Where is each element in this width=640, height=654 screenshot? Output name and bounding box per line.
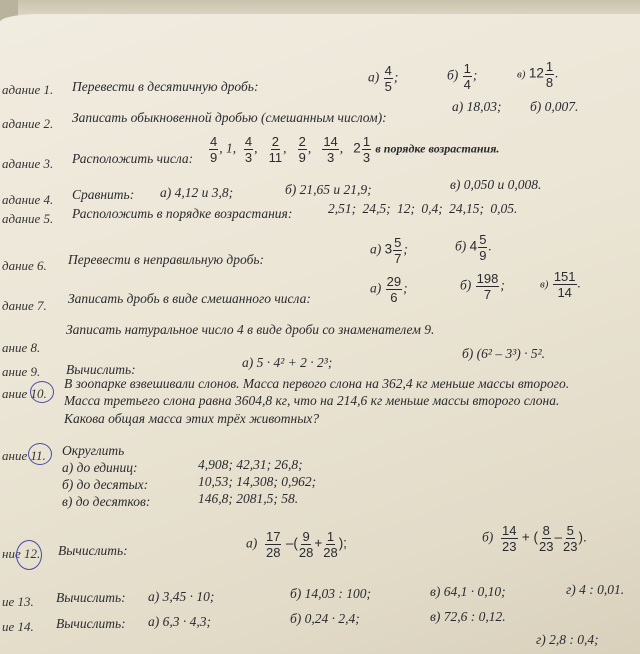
task-1-item-c: в) 12 $\frac{1}{8}$ . (517, 59, 559, 90)
task-11-row-b-values: 10,53; 14,308; 0,962; (198, 474, 317, 489)
task-5-values: 2,51; 24,5; 12; 0,4; 24,15; 0,05. (328, 201, 518, 216)
task-7-item-a: а) $\frac{29}{6}$ ; (370, 274, 408, 305)
task-14-item-c: в) 72,6 : 0,12. (430, 609, 506, 624)
task-13-item-b: б) 14,03 : 100; (290, 586, 372, 601)
task-4-label: адание 4. (2, 192, 54, 207)
task-11-row-a-values: 4,908; 42,31; 26,8; (198, 457, 303, 472)
task-2-text: Записать обыкновенной дробью (смешанным числом): (72, 110, 387, 125)
task-4-text: Сравнить: (72, 187, 135, 202)
handwritten-circle-11 (28, 443, 52, 465)
task-14-item-a: а) 6,3 · 4,3; (148, 614, 211, 629)
task-10-label: ание 10. (2, 386, 47, 401)
task-12-item-a: а) $\frac{17}{28}$ –( $\frac{9}{28}$ + $\frac{1}{28}$ ); (246, 529, 347, 560)
task-1-text: Перевести в десятичную дробь: (72, 79, 259, 94)
task-11-row-c-values: 146,8; 2081,5; 58. (198, 491, 299, 506)
task-12-label: ние 12. (2, 546, 41, 561)
task-2-item-a: а) 18,03; (452, 99, 502, 114)
task-9-item-a: а) 5 · 4² + 2 · 2³; (242, 355, 333, 370)
task-11-row-a-label: а) до единиц: (62, 460, 138, 475)
task-9-label: ание 9. (2, 364, 41, 379)
task-6-item-a: а) 3 $\frac{5}{7}$ ; (370, 235, 408, 266)
task-8-label: ание 8. (2, 340, 41, 355)
task-13-item-a: а) 3,45 · 10; (148, 589, 215, 604)
cut-off-bottom-text: г) 2,8 : 0,4; (536, 632, 599, 647)
task-6-label: дание 6. (2, 258, 47, 273)
task-2-item-b: б) 0,007. (530, 99, 579, 114)
task-6-item-b: б) 4 $\frac{5}{9}$ . (455, 232, 492, 263)
task-4-item-b: б) 21,65 и 21,9; (285, 182, 372, 197)
task-13-text: Вычислить: (56, 590, 126, 605)
task-1-item-b: б) $\frac{1}{4}$ ; (447, 61, 478, 92)
task-4-item-c: в) 0,050 и 0,008. (450, 177, 542, 192)
task-12-text: Вычислить: (58, 543, 128, 558)
task-13-item-d: г) 4 : 0,01. (566, 582, 625, 597)
task-11-text: Округлить (62, 443, 125, 458)
task-9-text: Вычислить: (66, 362, 136, 377)
task-7-item-b: б) $\frac{198}{7}$ ; (460, 271, 505, 302)
task-3-text: Расположить числа: (72, 151, 194, 166)
task-10-line-1: В зоопарке взвешивали слонов. Масса первого слона на 362,4 кг меньше массы второго. (64, 376, 570, 391)
task-9-item-b: б) (6² – 3³) · 5². (462, 346, 546, 361)
task-3-label: адание 3. (2, 156, 54, 171)
task-3-numbers: $\frac{4}{9}$ , 1, $\frac{4}{3}$ , $\frac{2}{11}$ , $\frac{2}{9}$ , $\frac{14}{3}$ , 2 $\frac{1}{3}$ в порядке возрастания. (210, 134, 500, 165)
task-1-item-a: а) $\frac{4}{5}$ ; (368, 63, 399, 94)
task-14-item-b: б) 0,24 · 2,4; (290, 611, 360, 626)
task-7-item-c: в) $\frac{151}{14}$ . (540, 269, 581, 300)
task-1-label: адание 1. (2, 82, 54, 97)
task-8-text: Записать натуральное число 4 в виде дроби со знаменателем 9. (66, 322, 435, 337)
task-13-item-c: в) 64,1 · 0,10; (430, 584, 506, 599)
task-5-label: адание 5. (2, 211, 54, 226)
task-11-row-b-label: б) до десятых: (62, 477, 149, 492)
task-12-item-b: б) $\frac{14}{23}$ + ( $\frac{8}{23}$ – $\frac{5}{23}$ ). (482, 523, 587, 554)
handwritten-circle-12 (16, 540, 42, 570)
task-13-label: ие 13. (2, 594, 34, 609)
task-5-text: Расположить в порядке возрастания: (72, 206, 293, 221)
task-7-label: дание 7. (2, 298, 47, 313)
task-11-row-c-label: в) до десятков: (62, 494, 151, 509)
task-14-text: Вычислить: (56, 616, 126, 631)
task-2-label: адание 2. (2, 116, 54, 131)
task-10-line-2: Масса третьего слона равна 3604,8 кг, что на 214,6 кг меньше массы второго слона. (64, 393, 560, 408)
task-11-label: ание 11. (2, 448, 46, 463)
task-7-text: Записать дробь в виде смешанного числа: (68, 291, 311, 306)
task-10-line-3: Какова общая масса этих трёх животных? (64, 411, 320, 426)
task-14-label: ие 14. (2, 619, 34, 634)
task-6-text: Перевести в неправильную дробь: (68, 252, 265, 267)
task-4-item-a: а) 4,12 и 3,8; (160, 185, 234, 200)
handwritten-circle-10 (30, 381, 54, 403)
